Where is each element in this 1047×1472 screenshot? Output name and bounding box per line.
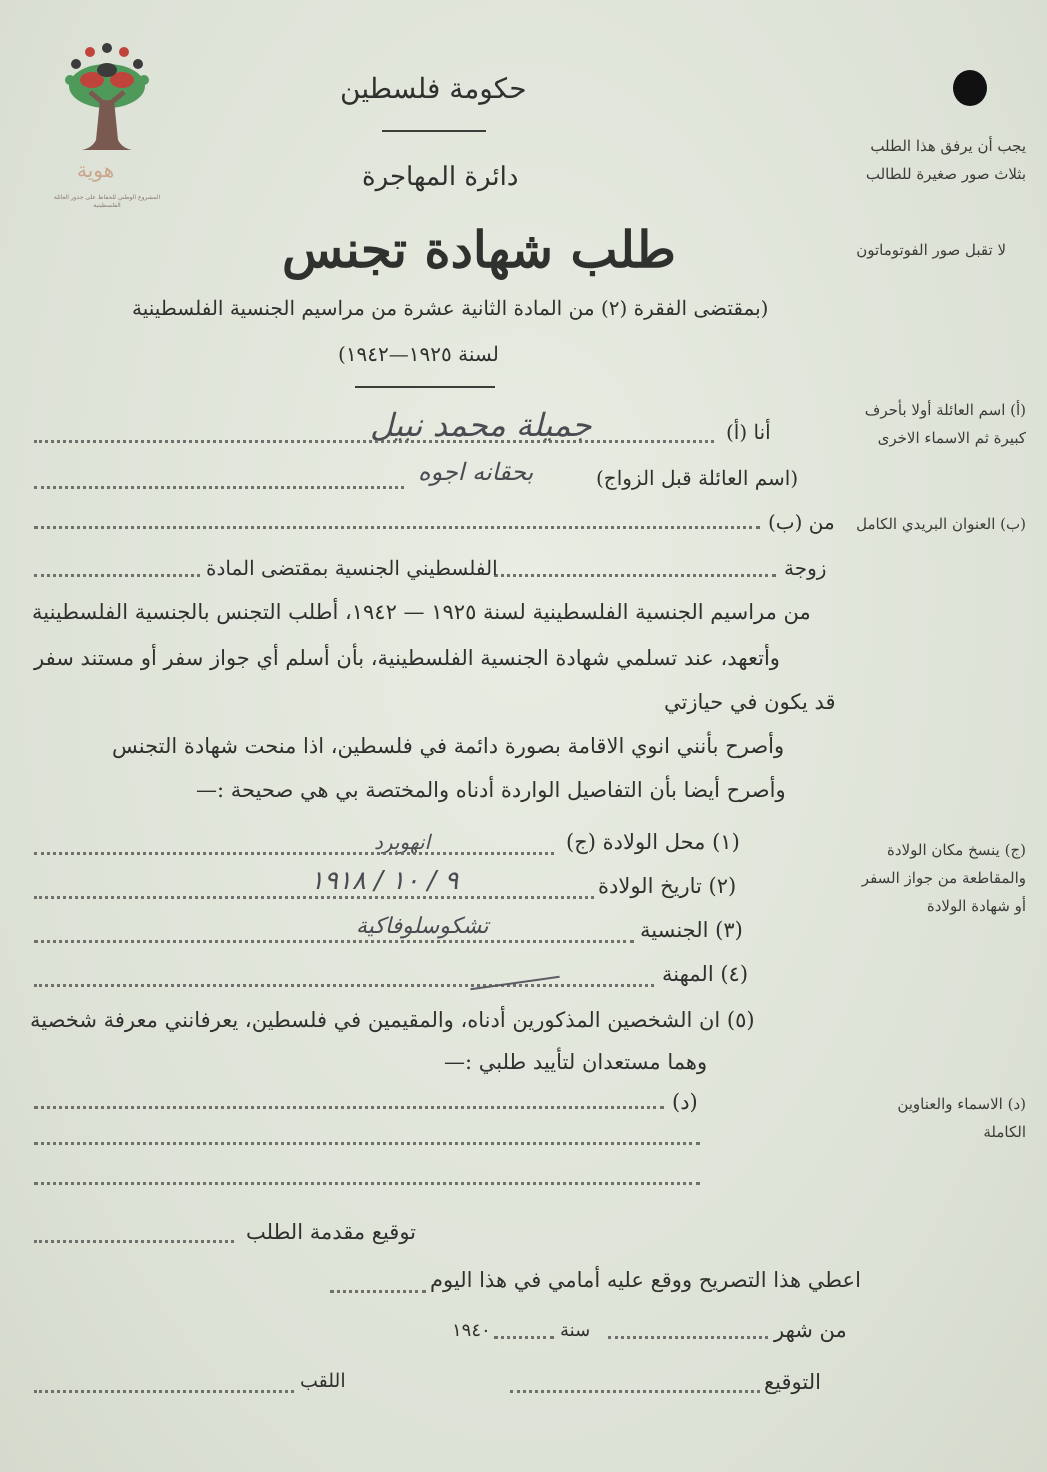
item-d-dots-3	[34, 1182, 700, 1185]
department-heading: دائرة المهاجرة	[362, 162, 519, 192]
declared-text: اعطي هذا التصريح ووقع عليه أمامي في هذا اليوم	[430, 1268, 861, 1292]
note-c: (ج) ينسخ مكان الولادة والمقاطعة من جواز السفر أو شهادة الولادة	[861, 841, 1026, 915]
logo-name: هوية	[77, 158, 115, 182]
sign-dots	[510, 1390, 760, 1393]
applicant-signature-label: توقيع مقدمة الطلب	[246, 1220, 417, 1244]
item3-value: تشكوسلوفاكية	[356, 914, 489, 939]
para1-line1: من مراسيم الجنسية الفلسطينية لسنة ١٩٢٥ — ١٩٤٢، أطلب التجنس بالجنسية الفلسطينية	[32, 600, 811, 624]
item5-line2: وهما مستعدان لتأييد طلبي :—	[444, 1050, 708, 1074]
hawiya-logo	[52, 40, 162, 220]
applicant-signature-dots	[34, 1240, 234, 1243]
header-rule-1	[382, 130, 486, 132]
item-d-dots-1	[34, 1106, 664, 1109]
para3: وأصرح أيضا بأن التفاصيل الواردة أدناه والمختصة بي هي صحيحة :—	[196, 778, 786, 802]
note-b: (ب) العنوان البريدي الكامل	[856, 515, 1026, 533]
note-a: (أ) اسم العائلة أولا بأحرف كبيرة ثم الاسماء الاخرى	[864, 401, 1026, 447]
para2: وأصرح بأنني انوي الاقامة بصورة دائمة في فلسطين، اذا منحت شهادة التجنس	[112, 734, 785, 758]
field-family-value: بحقانه اجوه	[418, 458, 534, 486]
field-ana-label: أنا (أ)	[726, 420, 771, 444]
item1-dots	[34, 852, 554, 855]
declared-dots	[330, 1290, 426, 1293]
item4-dash-mark	[470, 976, 559, 991]
month-label: من شهر	[774, 1318, 847, 1342]
header-rule-2	[355, 386, 495, 388]
item2-value: ٩ / ١٠ / ١٩١٨	[310, 866, 459, 896]
item1-value: انهوبرد	[374, 830, 431, 854]
item3-dots	[34, 940, 634, 943]
item1-label: (١) محل الولادة (ج)	[566, 830, 740, 854]
government-heading: حكومة فلسطين	[340, 72, 527, 105]
form-title: طلب شهادة تجنس	[282, 220, 676, 279]
field-family-label: (اسم العائلة قبل الزواج)	[596, 466, 799, 490]
field-family-dots	[34, 486, 404, 489]
field-wife-text: الفلسطيني الجنسية بمقتضى المادة	[206, 556, 498, 580]
form-subtitle-2: لسنة ١٩٢٥—١٩٤٢)	[338, 342, 499, 366]
note-no-photomaton: لا تقبل صور الفوتوماتون	[856, 241, 1006, 259]
item2-label: (٢) تاريخ الولادة	[598, 874, 737, 898]
year-dots	[494, 1336, 554, 1339]
sign-label: التوقيع	[764, 1370, 821, 1394]
note-d: (د) الاسماء والعناوين الكاملة	[897, 1095, 1026, 1141]
form-subtitle-1: (بمقتضى الفقرة (٢) من المادة الثانية عشرة من مراسيم الجنسية الفلسطينية	[132, 296, 769, 320]
year-label: سنة	[560, 1320, 591, 1341]
field-from-label: من (ب)	[768, 510, 835, 534]
item-d-label: (د)	[672, 1090, 698, 1114]
item5-line1: (٥) ان الشخصين المذكورين أدناه، والمقيمين في فلسطين، يعرفانني معرفة شخصية	[30, 1008, 755, 1032]
field-wife-dots-1	[494, 574, 776, 577]
field-wife-dots-2	[34, 574, 200, 577]
field-wife-label: زوجة	[784, 556, 827, 580]
item3-label: (٣) الجنسية	[640, 918, 743, 942]
month-dots	[608, 1336, 768, 1339]
ink-mark	[953, 70, 987, 106]
title-dots	[34, 1390, 294, 1393]
year-value: ١٩٤٠	[452, 1320, 491, 1341]
para1-line3: قد يكون في حيازتي	[664, 690, 836, 714]
para1-line2: وأتعهد، عند تسلمي شهادة الجنسية الفلسطينية، بأن أسلم أي جواز سفر أو مستند سفر	[34, 646, 780, 670]
item4-label: (٤) المهنة	[662, 962, 749, 986]
note-photos: يجب أن يرفق هذا الطلب بثلاث صور صغيرة للطالب	[865, 137, 1026, 183]
family-tree-logo-icon	[52, 40, 162, 220]
item4-dots	[34, 984, 654, 987]
field-from-dots	[34, 526, 760, 529]
field-ana-dots	[34, 440, 714, 443]
logo-caption: المشروع الوطني للحفاظ على جذور العائلة الفلسطينية	[53, 194, 161, 209]
title-label: اللقب	[300, 1370, 346, 1392]
item-d-dots-2	[34, 1142, 700, 1145]
field-ana-value: جميلة محمد نبيل	[370, 406, 592, 444]
item2-dots	[34, 896, 594, 899]
